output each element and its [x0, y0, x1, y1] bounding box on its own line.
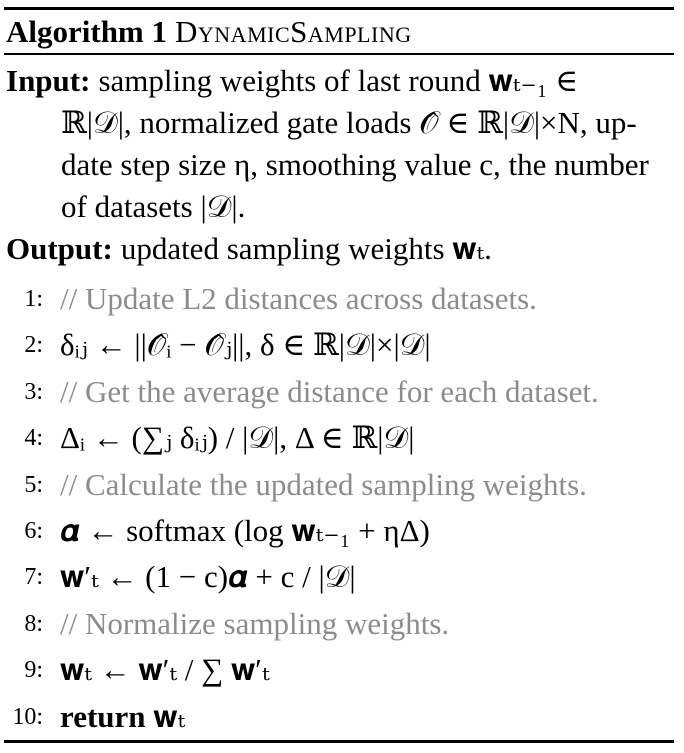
step-formula: 𝐰′ₜ ← (1 − c)𝜶 + c / |𝒟|: [60, 559, 356, 595]
line-number: 5:: [24, 471, 43, 498]
step-formula: Δᵢ ← (∑ⱼ δᵢⱼ) / |𝒟|, Δ ∈ ℝ|𝒟|: [60, 420, 415, 456]
return-statement: [60, 694, 185, 740]
output-heading: Output:: [6, 231, 113, 266]
algorithm-label: Algorithm 1: [6, 14, 168, 49]
step-formula: 𝐰ₜ ← 𝐰′ₜ / ∑ 𝐰′ₜ: [60, 652, 270, 688]
step-10: [0, 694, 684, 740]
line-number: 10:: [12, 703, 43, 730]
input-heading: Input:: [6, 63, 91, 98]
line-number: 7:: [24, 564, 43, 591]
comment-text: // Get the average distance for each dataset.: [60, 373, 599, 409]
algorithm-steps: [0, 276, 684, 740]
input-section: [6, 60, 674, 228]
line-number: 6:: [24, 517, 43, 544]
output-section: [6, 228, 674, 270]
line-number: 4:: [24, 425, 43, 452]
return-value: 𝐰ₜ: [153, 698, 186, 734]
return-keyword: return: [60, 698, 146, 734]
output-text: updated sampling weights 𝐰ₜ.: [120, 231, 492, 266]
step-formula: 𝜶 ← softmax (log 𝐰ₜ₋₁ + ηΔ): [60, 512, 430, 548]
step-1: [0, 276, 684, 322]
line-number: 2:: [24, 332, 43, 359]
step-3: [0, 369, 684, 415]
line-number: 9:: [24, 657, 43, 684]
step-7: [0, 554, 684, 600]
input-line-1: [6, 60, 674, 102]
algorithm-caption: [6, 12, 412, 52]
step-6: [0, 508, 684, 554]
comment-text: // Calculate the updated sampling weights.: [60, 466, 587, 502]
input-text-1: sampling weights of last round 𝐰ₜ₋₁ ∈: [98, 63, 579, 98]
input-line-4: of datasets |𝒟|.: [61, 189, 246, 224]
algorithm-name: DynamicSampling: [175, 14, 412, 49]
comment-text: // Normalize sampling weights.: [60, 605, 450, 641]
step-2: [0, 322, 684, 368]
line-number: 8:: [24, 610, 43, 637]
line-number: 1:: [24, 286, 43, 312]
step-formula: δᵢⱼ ← ||𝒪̂ᵢ − 𝒪̂ⱼ||, δ ∈ ℝ|𝒟|×|𝒟|: [60, 327, 431, 363]
bottom-rule: [4, 740, 674, 743]
step-8: [0, 601, 684, 647]
comment-text: // Update L2 distances across datasets.: [60, 281, 537, 316]
caption-rule: [4, 53, 674, 55]
input-line-2: ℝ|𝒟|, normalized gate loads 𝒪̂ ∈ ℝ|𝒟|×N, up-: [61, 105, 637, 140]
line-number: 3:: [24, 378, 43, 405]
step-4: [0, 415, 684, 461]
step-9: [0, 647, 684, 693]
input-line-3: date step size η, smoothing value c, the number: [61, 147, 649, 182]
step-5: [0, 462, 684, 508]
top-rule: [4, 7, 674, 10]
